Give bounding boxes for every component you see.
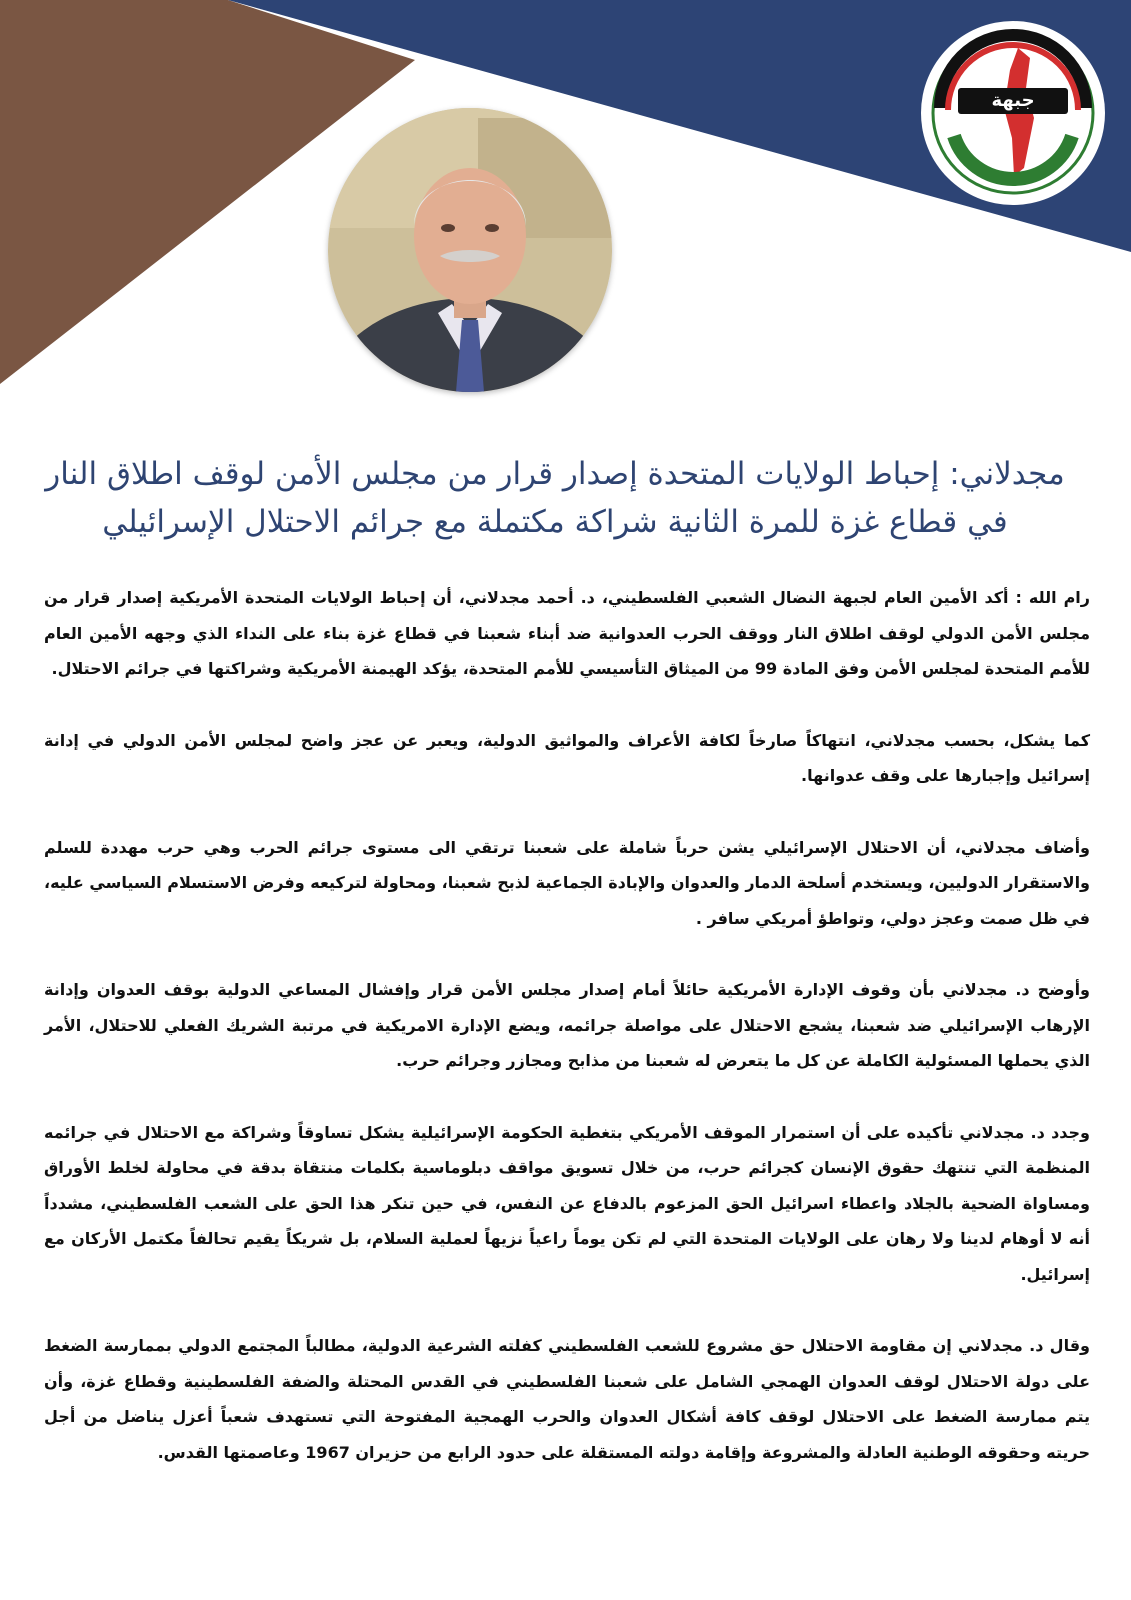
organization-logo bbox=[918, 18, 1108, 208]
article-paragraph-3: وأضاف مجدلاني، أن الاحتلال الإسرائيلي يشن حرباً شاملة على شعبنا ترتقي الى مستوى جرائم الحرب وهي حرب مهددة للسلم والاستقرار الدوليين، ويستخدم أسلحة الدمار والعدوان والإبادة الجماعية لذبح شعبنا، ومحاولة لتركيعه وفرض الاستسلام السياسي عليه، في ظل صمت وعجز دولي، وتواطؤ أمريكي سافر . bbox=[44, 837, 1090, 928]
portrait-photo bbox=[328, 108, 612, 392]
headline bbox=[40, 450, 1070, 546]
portrait-illustration bbox=[328, 108, 612, 392]
article-paragraph-6: وقال د. مجدلاني إن مقاومة الاحتلال حق مشروع للشعب الفلسطيني كفلته الشرعية الدولية، مطالباً المجتمع الدولي بممارسة الضغط على دولة الاحتلال لوقف العدوان الهمجي الشامل على شعبنا الفلسطيني في القدس المحتلة والضفة الفلسطينية وقطاع غزة، وأن يتم ممارسة الضغط على الاحتلال لوقف كافة أشكال العدوان والحرب الهمجية المفتوحة التي تستهدف شعباً أعزل يناضل من أجل حريته وحقوقه الوطنية العادلة والمشروعة وإقامة دولته المستقلة على حدود الرابع من حزيران 1967 وعاصمتها القدس. bbox=[44, 1336, 1090, 1462]
emblem-icon bbox=[918, 18, 1108, 208]
article-paragraph-4: وأوضح د. مجدلاني بأن وقوف الإدارة الأمريكية حائلاً أمام إصدار مجلس الأمن قرار وإفشال المساعي الدولية بوقف العدوان وإدانة الإرهاب الإسرائيلي ضد شعبنا، يشجع الاحتلال على مواصلة جرائمه، ويضع الإدارة الامريكية في مرتبة الشريك الفعلي للاحتلال، الأمر الذي يحملها المسئولية الكاملة عن كل ما يتعرض له شعبنا من مذابح ومجازر وجرائم حرب. bbox=[44, 980, 1090, 1070]
headline-line-2: في قطاع غزة للمرة الثانية شراكة مكتملة مع جرائم الاحتلال الإسرائيلي bbox=[102, 504, 1008, 540]
logo-text: جبهة bbox=[991, 90, 1035, 111]
article-paragraph-2: كما يشكل، بحسب مجدلاني، انتهاكاً صارخاً لكافة الأعراف والمواثيق الدولية، ويعبر عن عجز واضح لمجلس الأمن الدولي في إدانة إسرائيل وإجبارها على وقف عدوانها. bbox=[44, 730, 1090, 785]
article-paragraph-5: وجدد د. مجدلاني تأكيده على أن استمرار الموقف الأمريكي بتغطية الحكومة الإسرائيلية يشكل تساوقاً وشراكة مع الاحتلال في جرائمه المنظمة التي تنتهك حقوق الإنسان كجرائم حرب، من خلال تسويق مواقف دبلوماسية بكلمات منتقاة بدقة في محاولة لخلط الأوراق ومساواة الضحية بالجلاد واعطاء اسرائيل الحق المزعوم بالدفاع عن النفس، في حين تنكر هذا الحق على الشعب الفلسطيني، مشدداً أنه لا أوهام لدينا ولا رهان على الولايات المتحدة التي لم تكن يوماً راعياً نزيهاً لعملية السلام، بل شريكاً يقيم تحالفاً مكتمل الأركان مع إسرائيل. bbox=[44, 1122, 1090, 1284]
article-paragraph-1: رام الله : أكد الأمين العام لجبهة النضال الشعبي الفلسطيني، د. أحمد مجدلاني، أن إحباط الولايات المتحدة الأمريكية إصدار قرار من مجلس الأمن الدولي لوقف اطلاق النار ووقف الحرب العدوانية ضد أبناء شعبنا في قطاع غزة بناء على النداء الذي وجهه الأمين العام للأمم المتحدة لمجلس الأمن وفق المادة 99 من الميثاق التأسيسي للأمم المتحدة، يؤكد الهيمنة الأمريكية وشراكتها في جرائم الاحتلال. bbox=[44, 588, 1090, 678]
headline-line-1: مجدلاني: إحباط الولايات المتحدة إصدار قرار من مجلس الأمن لوقف اطلاق النار bbox=[45, 456, 1065, 492]
article-body bbox=[44, 580, 1090, 1506]
